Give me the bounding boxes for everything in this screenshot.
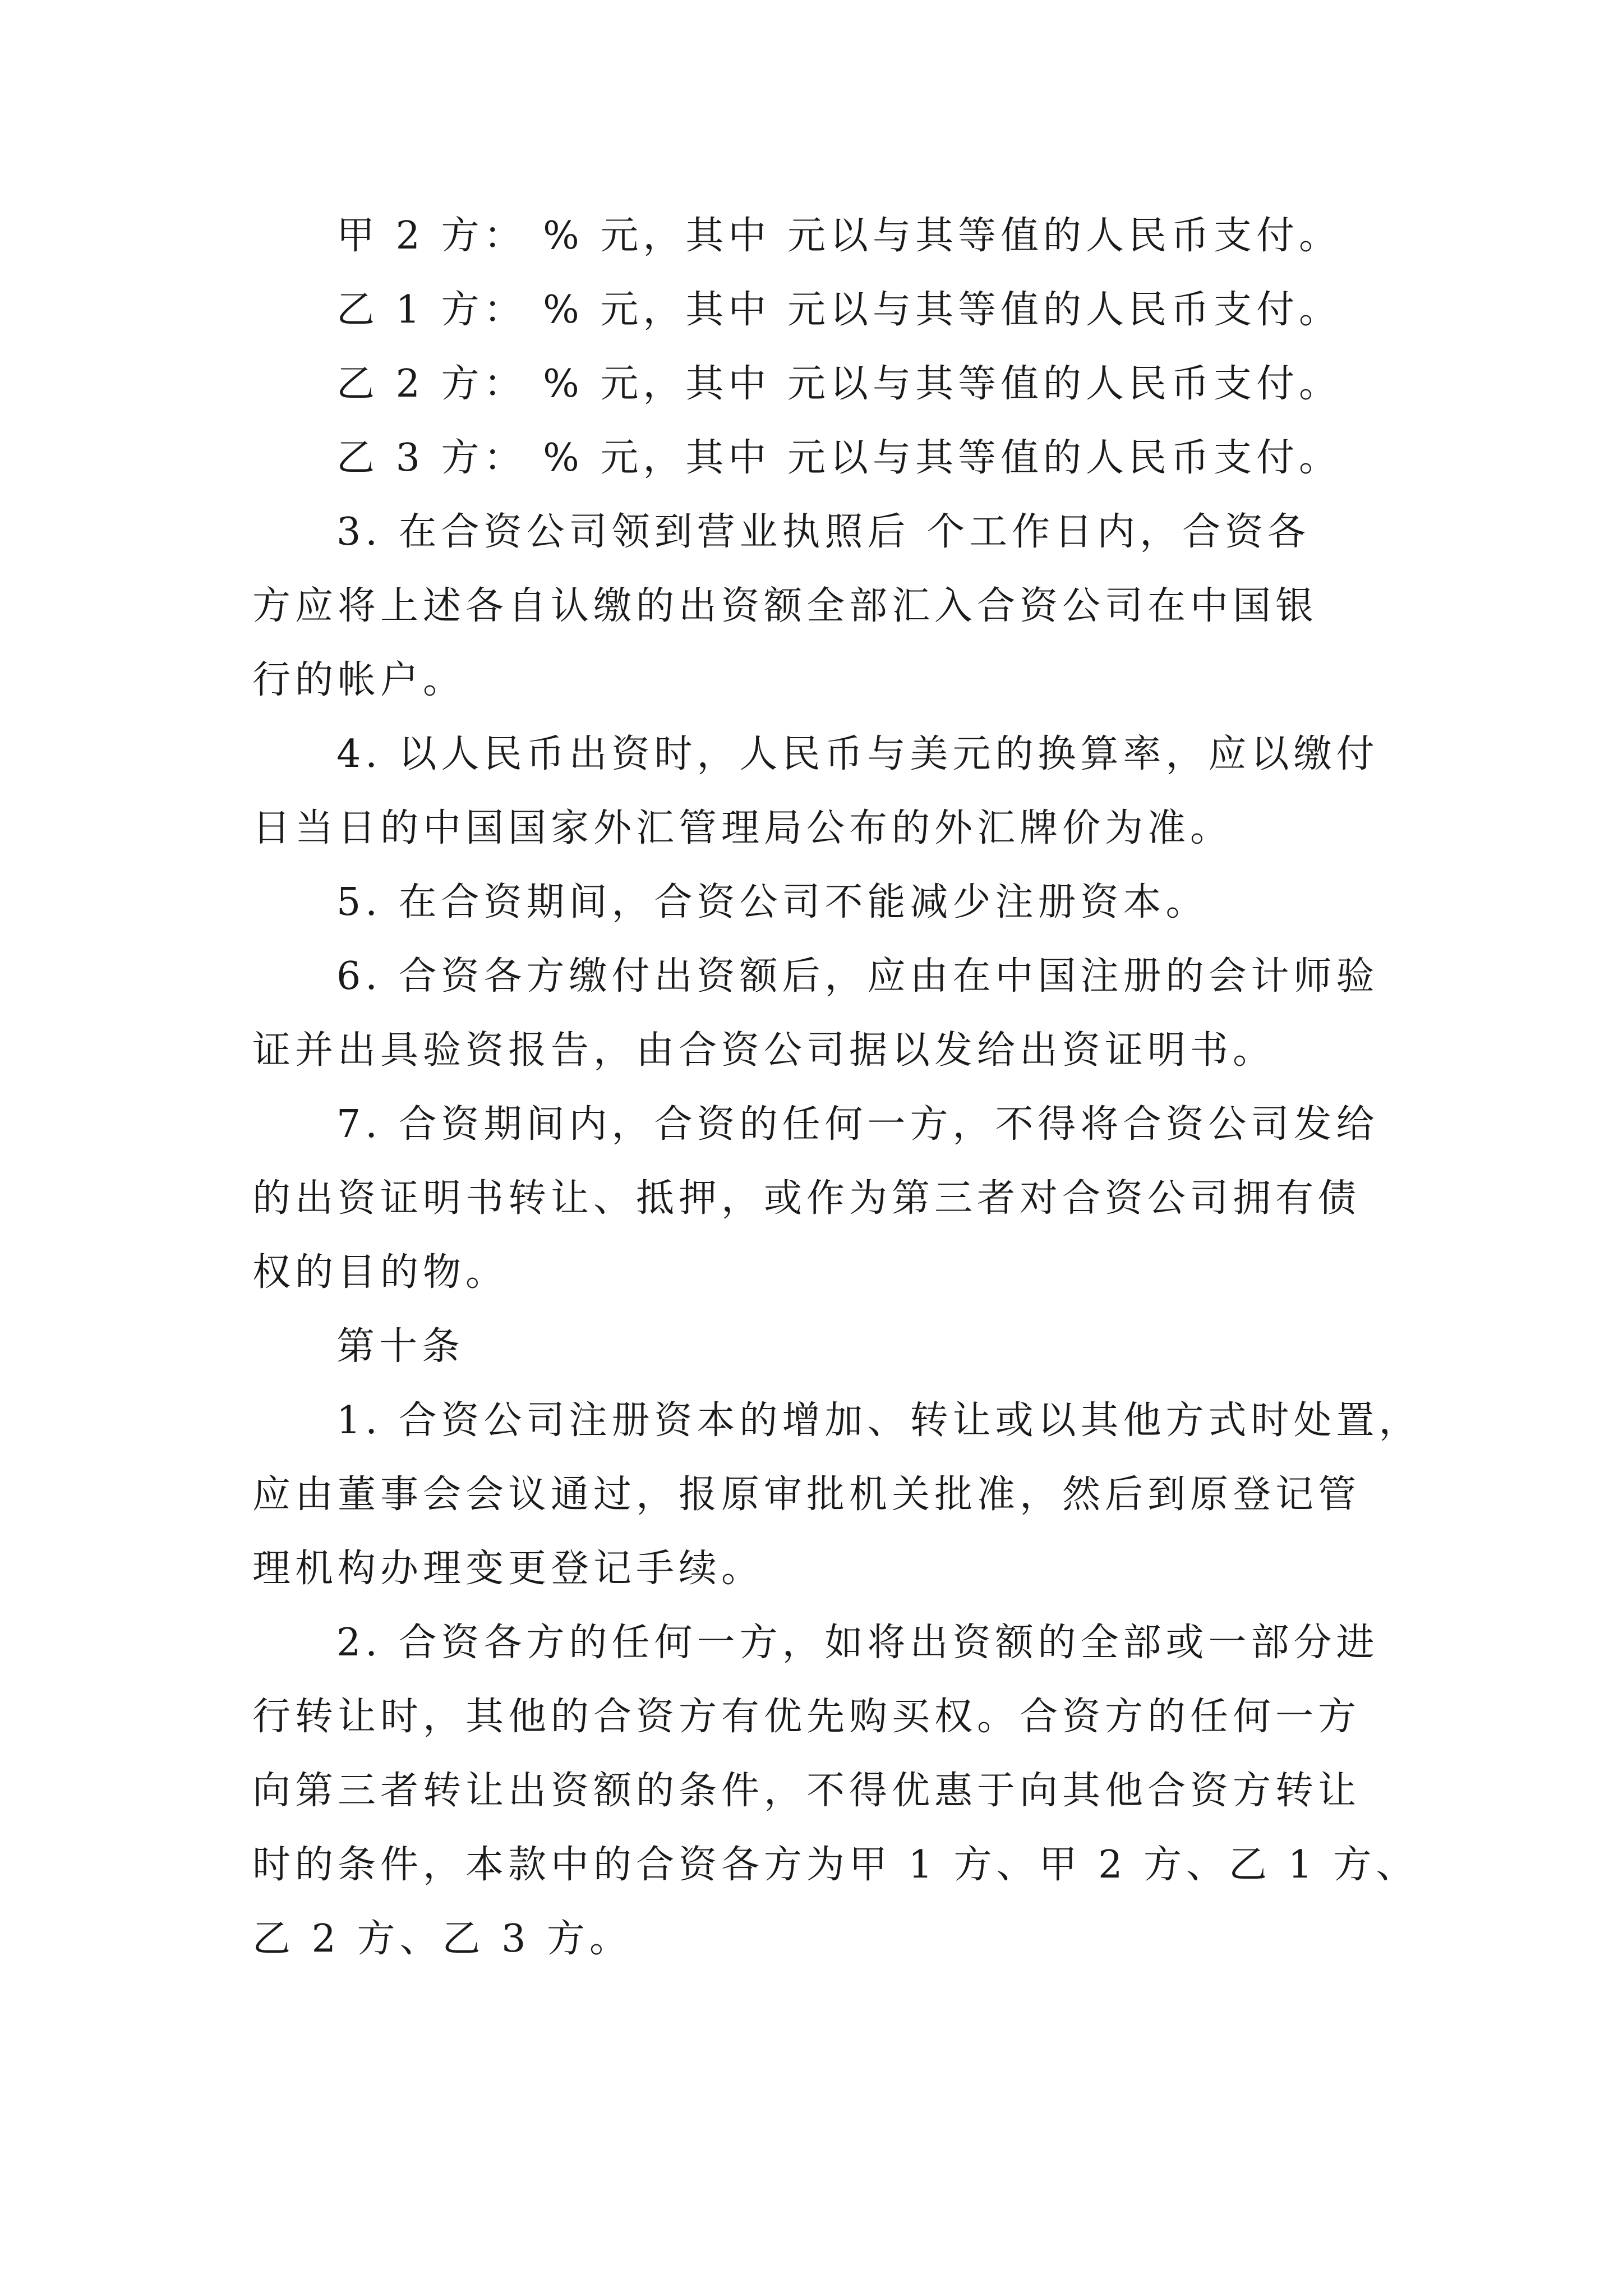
text-line: 7. 合资期间内，合资的任何一方，不得将合资公司发给 (336, 1102, 1379, 1147)
text-line: 向第三者转让出资额的条件，不得优惠于向其他合资方转让 (252, 1769, 1361, 1813)
text-line: 理机构办理变更登记手续。 (252, 1547, 764, 1591)
text-line: 乙 1 方： % 元，其中 元以与其等值的人民币支付。 (336, 288, 1341, 332)
text-line: 5. 在合资期间，合资公司不能减少注册资本。 (336, 880, 1209, 924)
text-line: 证并出具验资报告，由合资公司据以发给出资证明书。 (252, 1028, 1276, 1073)
text-line: 6. 合资各方缴付出资额后，应由在中国注册的会计师验 (336, 954, 1379, 999)
text-line: 日当日的中国国家外汇管理局公布的外汇牌价为准。 (252, 806, 1233, 850)
text-line: 方应将上述各自认缴的出资额全部汇入合资公司在中国银 (252, 584, 1318, 628)
text-line: 2. 合资各方的任何一方，如将出资额的全部或一部分进 (336, 1621, 1379, 1665)
text-line: 甲 2 方： % 元，其中 元以与其等值的人民币支付。 (336, 214, 1341, 258)
section-heading: 第十条 (336, 1324, 465, 1369)
text-line: 时的条件，本款中的合资各方为甲 1 方、甲 2 方、乙 1 方、 (252, 1843, 1419, 1887)
text-line: 乙 3 方： % 元，其中 元以与其等值的人民币支付。 (336, 436, 1341, 480)
text-line: 的出资证明书转让、抵押，或作为第三者对合资公司拥有债 (252, 1176, 1361, 1221)
text-line: 3. 在合资公司领到营业执照后 个工作日内，合资各 (336, 510, 1311, 554)
text-line: 应由董事会会议通过，报原审批机关批准，然后到原登记管 (252, 1473, 1361, 1517)
text-line: 乙 2 方： % 元，其中 元以与其等值的人民币支付。 (336, 362, 1341, 406)
text-line: 行的帐户。 (252, 658, 466, 702)
text-line: 权的目的物。 (252, 1250, 509, 1295)
text-line: 乙 2 方、乙 3 方。 (252, 1917, 632, 1961)
text-line: 行转让时，其他的合资方有优先购买权。合资方的任何一方 (252, 1695, 1361, 1739)
text-line: 1. 合资公司注册资本的增加、转让或以其他方式时处置， (336, 1398, 1422, 1443)
text-line: 4. 以人民币出资时，人民币与美元的换算率，应以缴付 (336, 732, 1379, 776)
document-body (252, 199, 1422, 1976)
